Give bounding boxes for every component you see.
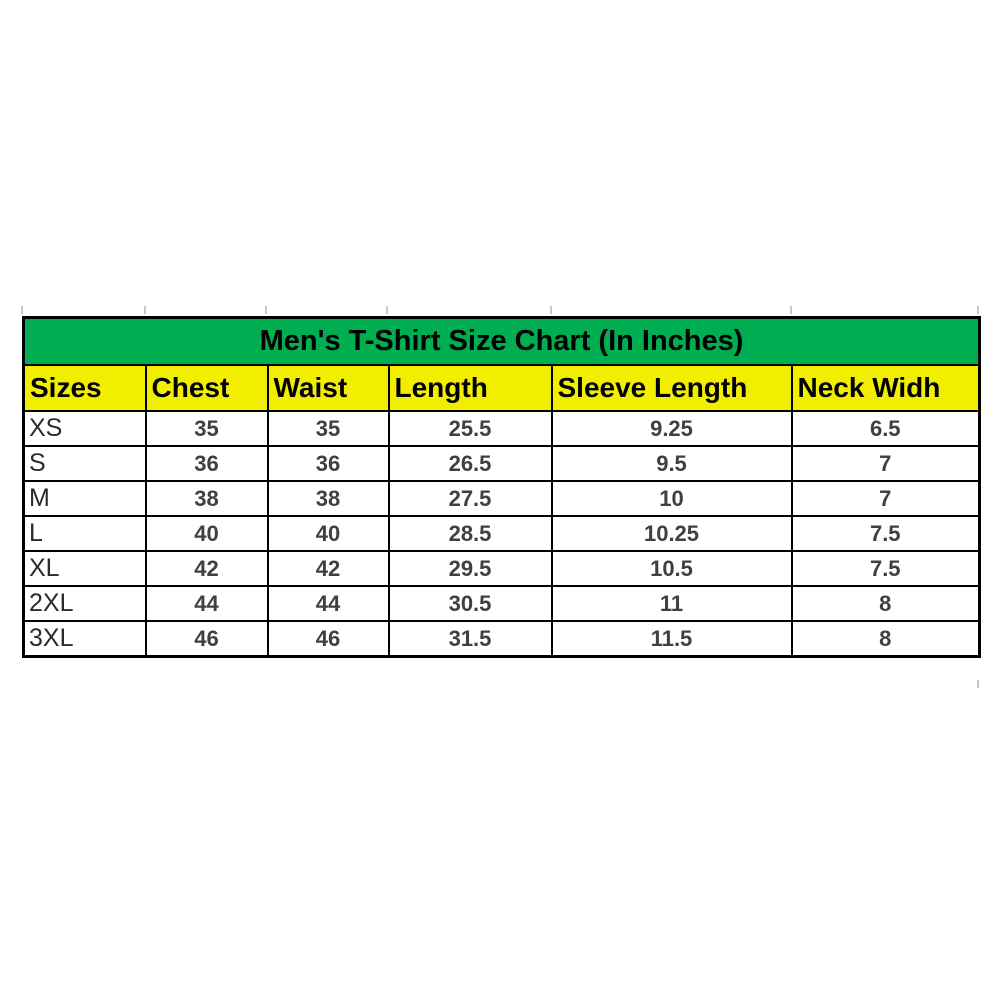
value-cell: 40 [146, 516, 268, 551]
value-cell: 9.5 [552, 446, 792, 481]
value-cell: 28.5 [389, 516, 552, 551]
size-label-cell: L [24, 516, 146, 551]
table-row [24, 481, 980, 516]
value-cell: 29.5 [389, 551, 552, 586]
value-cell: 10.25 [552, 516, 792, 551]
size-label-cell: 3XL [24, 621, 146, 657]
value-cell: 9.25 [552, 411, 792, 446]
table-row [24, 551, 980, 586]
value-cell: 10 [552, 481, 792, 516]
size-label-cell: S [24, 446, 146, 481]
size-label-cell: 2XL [24, 586, 146, 621]
gridline-stub [144, 306, 146, 314]
table-row [24, 621, 980, 657]
table-row [24, 586, 980, 621]
value-cell: 31.5 [389, 621, 552, 657]
gridline-stub [790, 306, 792, 314]
value-cell: 38 [268, 481, 389, 516]
size-label-cell: XL [24, 551, 146, 586]
value-cell: 8 [792, 586, 980, 621]
column-header-chest: Chest [146, 365, 268, 411]
gridline-stub [386, 306, 388, 314]
table-title-row [24, 318, 980, 366]
value-cell: 27.5 [389, 481, 552, 516]
value-cell: 6.5 [792, 411, 980, 446]
table-row [24, 411, 980, 446]
column-header-neck-widh: Neck Widh [792, 365, 980, 411]
table-header-row [24, 365, 980, 411]
value-cell: 7 [792, 481, 980, 516]
column-header-sizes: Sizes [24, 365, 146, 411]
value-cell: 46 [268, 621, 389, 657]
value-cell: 38 [146, 481, 268, 516]
value-cell: 35 [268, 411, 389, 446]
table-row [24, 446, 980, 481]
value-cell: 7.5 [792, 516, 980, 551]
gridline-stub [21, 306, 23, 314]
value-cell: 42 [268, 551, 389, 586]
value-cell: 11.5 [552, 621, 792, 657]
value-cell: 26.5 [389, 446, 552, 481]
value-cell: 11 [552, 586, 792, 621]
gridline-stub [977, 306, 979, 314]
value-cell: 46 [146, 621, 268, 657]
value-cell: 10.5 [552, 551, 792, 586]
size-chart-table [22, 316, 981, 658]
value-cell: 30.5 [389, 586, 552, 621]
column-header-sleeve-length: Sleeve Length [552, 365, 792, 411]
value-cell: 44 [268, 586, 389, 621]
table-title: Men's T-Shirt Size Chart (In Inches) [24, 318, 980, 366]
value-cell: 36 [268, 446, 389, 481]
column-header-length: Length [389, 365, 552, 411]
value-cell: 40 [268, 516, 389, 551]
value-cell: 8 [792, 621, 980, 657]
size-label-cell: M [24, 481, 146, 516]
table-row [24, 516, 980, 551]
value-cell: 44 [146, 586, 268, 621]
value-cell: 42 [146, 551, 268, 586]
value-cell: 25.5 [389, 411, 552, 446]
gridline-stub [265, 306, 267, 314]
size-label-cell: XS [24, 411, 146, 446]
column-header-waist: Waist [268, 365, 389, 411]
size-chart-table-container [22, 316, 978, 658]
value-cell: 7.5 [792, 551, 980, 586]
gridline-stub [977, 680, 979, 688]
value-cell: 7 [792, 446, 980, 481]
gridline-stub [550, 306, 552, 314]
value-cell: 36 [146, 446, 268, 481]
value-cell: 35 [146, 411, 268, 446]
